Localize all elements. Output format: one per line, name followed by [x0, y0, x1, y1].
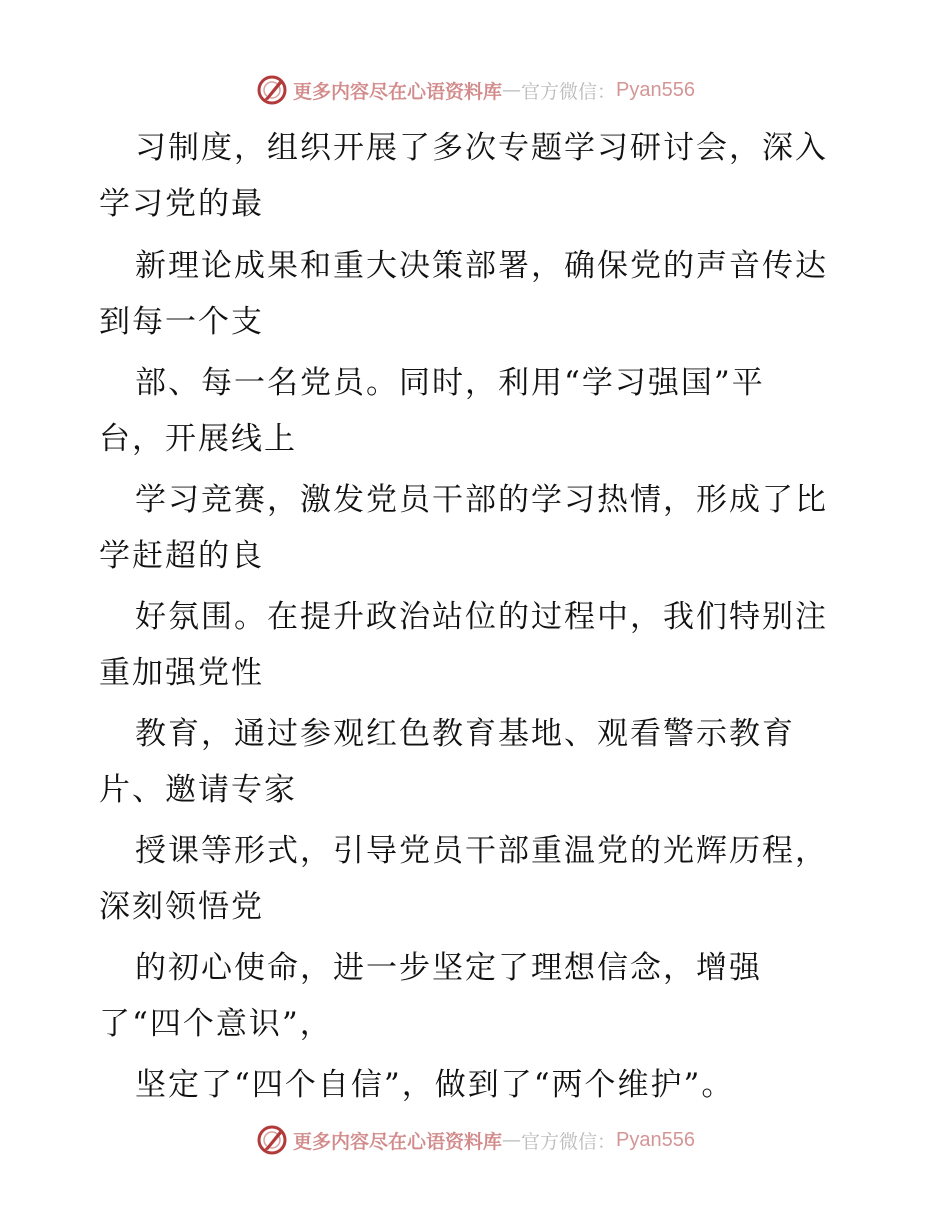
body-line: 重加强党性 — [99, 655, 264, 691]
body-line: 学习竞赛，激发党员干部的学习热情，形成了比 — [135, 482, 828, 518]
banner-separator: — — [502, 79, 522, 101]
body-line: 习制度，组织开展了多次专题学习研讨会，深入 — [135, 130, 828, 166]
header-banner — [0, 70, 950, 110]
body-line: 学习党的最 — [99, 186, 264, 222]
banner-promo-text: 更多内容尽在心语资料库 — [293, 80, 503, 103]
body-line: 到每一个支 — [99, 304, 264, 340]
banner-wechat-label: 官方微信： — [521, 80, 617, 103]
banner-separator: — — [502, 1129, 522, 1151]
quill-circle-logo-icon — [255, 73, 289, 107]
body-line: 台，开展线上 — [99, 421, 297, 457]
body-line: 教育，通过参观红色教育基地、观看警示教育 — [135, 716, 795, 752]
body-line: 深刻领悟党 — [99, 889, 264, 925]
quill-circle-logo-icon — [255, 1123, 289, 1157]
body-line: 了“四个意识”， — [99, 1006, 333, 1042]
banner-wechat-id: Pyan556 — [616, 78, 695, 101]
body-line: 部、每一名党员。同时，利用“学习强国”平 — [135, 365, 765, 401]
banner-promo-text: 更多内容尽在心语资料库 — [293, 1130, 503, 1153]
body-line: 新理论成果和重大决策部署，确保党的声音传达 — [135, 248, 828, 284]
body-line: 授课等形式，引导党员干部重温党的光辉历程， — [135, 833, 828, 869]
body-line: 学赶超的良 — [99, 538, 264, 574]
banner-wechat-label: 官方微信： — [521, 1130, 617, 1153]
body-line: 好氛围。在提升政治站位的过程中，我们特别注 — [135, 599, 828, 635]
footer-banner — [0, 1120, 950, 1160]
body-line: 片、邀请专家 — [99, 772, 297, 808]
body-line: 坚定了“四个自信”，做到了“两个维护”。 — [135, 1067, 735, 1103]
banner-wechat-id: Pyan556 — [616, 1128, 695, 1151]
body-line: 的初心使命，进一步坚定了理想信念，增强 — [135, 950, 762, 986]
